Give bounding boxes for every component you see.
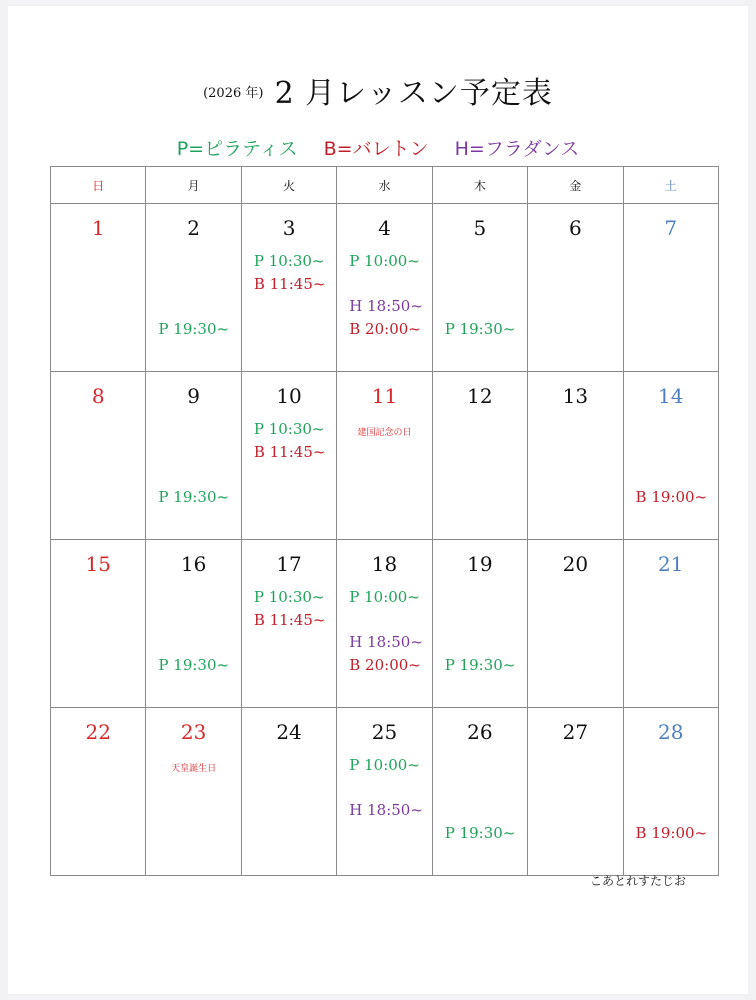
calendar-week-row bbox=[51, 708, 719, 876]
calendar-day-cell bbox=[51, 372, 146, 540]
calendar-day-cell bbox=[146, 708, 241, 876]
day-number: 20 bbox=[562, 552, 589, 576]
lesson-entry: P 19:30~ bbox=[158, 320, 230, 338]
day-number: 7 bbox=[664, 216, 678, 240]
day-number: 6 bbox=[568, 216, 582, 240]
year-label: (2026 年) bbox=[203, 86, 264, 101]
legend-hula: H=フラダンス bbox=[454, 138, 580, 160]
holiday-note: 天皇誕生日 bbox=[171, 764, 217, 774]
lesson-entry: B 20:00~ bbox=[349, 656, 421, 674]
calendar-day-cell bbox=[241, 708, 336, 876]
studio-name: こあとれすたじお bbox=[590, 874, 687, 888]
calendar-day-cell bbox=[432, 540, 527, 708]
day-number: 16 bbox=[180, 552, 207, 576]
day-number: 24 bbox=[276, 720, 302, 744]
lesson-entry: H 18:50~ bbox=[349, 633, 423, 651]
calendar-day-cell bbox=[337, 372, 432, 540]
calendar-day-cell bbox=[51, 708, 146, 876]
lesson-entry: B 19:00~ bbox=[635, 488, 708, 506]
holiday-note: 建国記念の日 bbox=[357, 428, 412, 438]
lesson-entry: B 19:00~ bbox=[635, 824, 708, 842]
day-number: 14 bbox=[658, 384, 684, 408]
calendar-day-cell bbox=[241, 540, 336, 708]
calendar-day-cell bbox=[528, 204, 623, 372]
day-number: 10 bbox=[276, 384, 302, 408]
day-number: 27 bbox=[562, 720, 589, 744]
day-number: 1 bbox=[91, 216, 105, 240]
calendar-week-row bbox=[51, 540, 719, 708]
day-number: 5 bbox=[473, 216, 487, 240]
day-number: 21 bbox=[658, 552, 684, 576]
calendar-table bbox=[50, 166, 719, 876]
day-number: 23 bbox=[180, 720, 207, 744]
lesson-entry: P 10:00~ bbox=[349, 252, 420, 270]
day-number: 19 bbox=[467, 552, 493, 576]
day-number: 28 bbox=[658, 720, 684, 744]
schedule-page bbox=[8, 6, 748, 994]
calendar-day-cell bbox=[146, 204, 241, 372]
lesson-entry: P 10:00~ bbox=[349, 756, 420, 774]
calendar-day-cell bbox=[432, 204, 527, 372]
day-number: 25 bbox=[371, 720, 398, 744]
lesson-entry: P 10:30~ bbox=[253, 420, 325, 438]
calendar-body bbox=[51, 204, 719, 876]
calendar-day-cell bbox=[528, 372, 623, 540]
weekday-header: 火 bbox=[241, 167, 336, 204]
calendar-day-cell bbox=[51, 540, 146, 708]
calendar-day-cell bbox=[528, 540, 623, 708]
lesson-entry: H 18:50~ bbox=[349, 801, 423, 819]
day-number: 9 bbox=[187, 384, 200, 408]
calendar-day-cell bbox=[146, 372, 241, 540]
calendar-day-cell bbox=[337, 540, 432, 708]
calendar-day-cell bbox=[623, 372, 718, 540]
calendar-week-row bbox=[51, 204, 719, 372]
lesson-entry: B 20:00~ bbox=[349, 320, 421, 338]
day-number: 17 bbox=[276, 552, 302, 576]
calendar-day-cell bbox=[146, 540, 241, 708]
legend-barreton: B=バレトン bbox=[323, 138, 429, 160]
day-number: 3 bbox=[282, 216, 296, 240]
lesson-entry: P 10:30~ bbox=[253, 252, 325, 270]
calendar-day-cell bbox=[623, 708, 718, 876]
calendar-day-cell bbox=[337, 708, 432, 876]
day-number: 22 bbox=[85, 720, 111, 744]
weekday-header: 金 bbox=[528, 167, 623, 204]
lesson-entry: B 11:45~ bbox=[253, 275, 326, 293]
calendar-day-cell bbox=[241, 372, 336, 540]
day-number: 15 bbox=[85, 552, 111, 576]
calendar-day-cell bbox=[337, 204, 432, 372]
day-number: 11 bbox=[371, 384, 398, 408]
lesson-entry: B 11:45~ bbox=[253, 611, 326, 629]
calendar-day-cell bbox=[432, 708, 527, 876]
day-number: 4 bbox=[378, 216, 391, 240]
day-number: 18 bbox=[371, 552, 398, 576]
calendar-day-cell bbox=[241, 204, 336, 372]
calendar-week-row bbox=[51, 372, 719, 540]
lesson-entry: P 19:30~ bbox=[158, 656, 230, 674]
calendar-day-cell bbox=[623, 204, 718, 372]
lesson-entry: P 10:30~ bbox=[253, 588, 325, 606]
weekday-header: 土 bbox=[623, 167, 718, 204]
weekday-header: 木 bbox=[432, 167, 527, 204]
lesson-entry: P 19:30~ bbox=[444, 824, 516, 842]
weekday-header: 日 bbox=[51, 167, 146, 204]
weekday-header: 水 bbox=[337, 167, 432, 204]
lesson-legend bbox=[8, 134, 748, 161]
lesson-entry: P 19:30~ bbox=[444, 656, 516, 674]
weekday-header: 月 bbox=[146, 167, 241, 204]
lesson-entry: P 19:30~ bbox=[158, 488, 230, 506]
day-number: 12 bbox=[467, 384, 493, 408]
day-number: 26 bbox=[467, 720, 493, 744]
lesson-entry: H 18:50~ bbox=[349, 297, 423, 315]
day-number: 2 bbox=[187, 216, 200, 240]
calendar-day-cell bbox=[51, 204, 146, 372]
title-row bbox=[8, 68, 748, 118]
page-title: 2 月レッスン予定表 bbox=[274, 76, 553, 111]
day-number: 8 bbox=[91, 384, 105, 408]
day-number: 13 bbox=[562, 384, 589, 408]
lesson-entry: P 19:30~ bbox=[444, 320, 516, 338]
calendar-day-cell bbox=[432, 372, 527, 540]
lesson-entry: P 10:00~ bbox=[349, 588, 420, 606]
legend-pilates: P=ピラティス bbox=[176, 138, 298, 160]
weekday-header-row bbox=[51, 167, 719, 204]
lesson-entry: B 11:45~ bbox=[253, 443, 326, 461]
calendar-day-cell bbox=[623, 540, 718, 708]
calendar-day-cell bbox=[528, 708, 623, 876]
